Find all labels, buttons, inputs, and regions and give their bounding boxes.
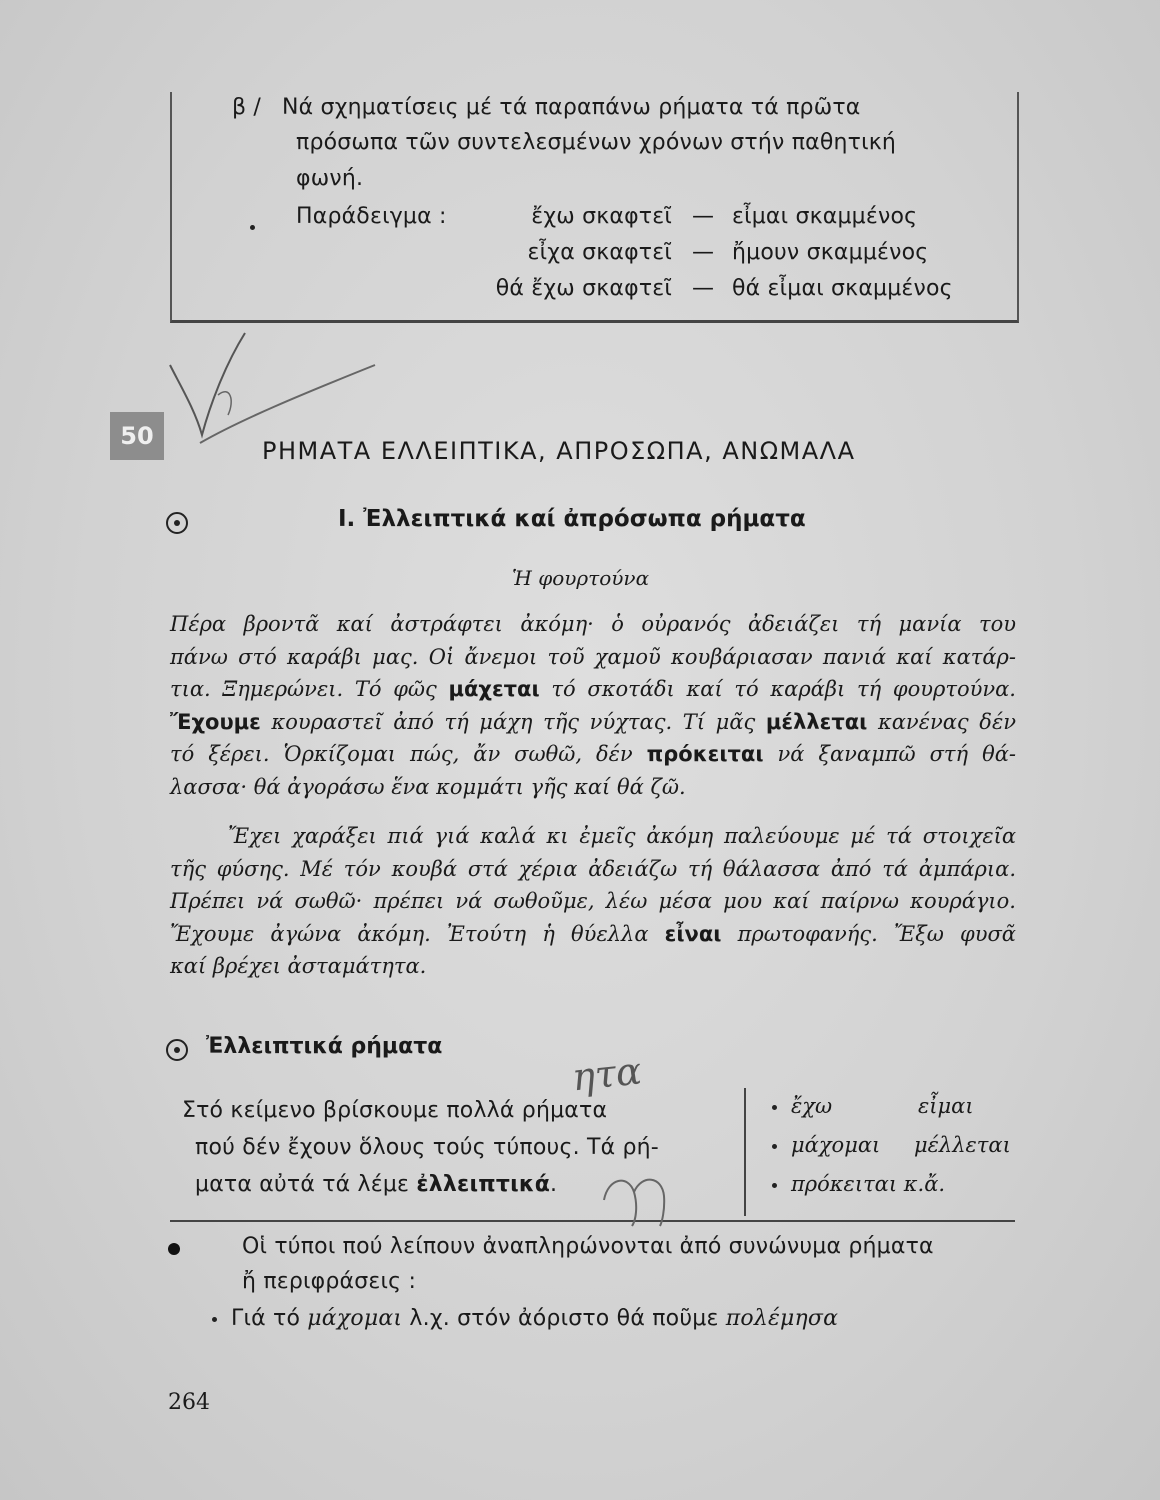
example-passive-1: εἶμαι σκαμμένος [732,204,918,229]
box-bottom-rule [170,1220,1015,1222]
column-divider [744,1088,746,1216]
example-dash-2: — [692,240,715,265]
elliptic-example-row: μάχομαι [772,1133,880,1157]
bullet-icon [168,1243,180,1255]
lesson-title: ΡΗΜΑΤΑ ΕΛΛΕΙΠΤΙΚΑ, ΑΠΡΟΣΩΠΑ, ΑΝΩΜΑΛΑ [262,437,856,465]
reading-line: πάνω στό καράβι μας. Οἱ ἄνεμοι τοῦ χαμοῦ κουβάριασαν πανιά καί κατάρ- [170,644,1016,669]
example-passive-3: θά εἶμαι σκαμμένος [732,276,953,301]
reading-line: Ἔχουμε ἀγώνα ἀκόμη. Ἐτούτη ἡ θύελλα εἶναι πρωτοφανής. Ἔξω φυσᾶ [170,921,1016,946]
reading-line: τῆς φύσης. Μέ τόν κουβά στά χέρια ἀδειάζω τή θάλασσα ἀπό τά ἀμπάρια. [170,856,1016,881]
exercise-line-1: Νά σχηματίσεις μέ τά παραπάνω ρήματα τά πρῶτα [282,95,861,120]
note-line-1: Οἱ τύποι πού λείπουν ἀναπληρώνονται ἀπό συνώνυμα ρήματα [242,1234,934,1259]
explanation-line: πού δέν ἔχουν ὅλους τούς τύπους. Τά ρή- [195,1135,659,1160]
example-label: Παράδειγμα : [296,204,447,229]
exercise-label: β / [232,95,262,120]
elliptic-example-b: μέλλεται [914,1133,1011,1157]
elliptic-example-b: εἶμαι [918,1094,974,1118]
elliptic-example-row: ἔχω [772,1094,832,1118]
section-target-icon [166,1039,188,1061]
reading-title: Ἡ φουρτούνα [512,566,650,590]
reading-line: Ἔχει χαράξει πιά γιά καλά κι ἐμεῖς ἀκόμη παλεύουμε μέ τά στοιχεῖα [228,824,1016,848]
exercise-line-3: φωνή. [296,166,364,191]
page-number: 264 [168,1390,210,1415]
reading-paragraph-1 [170,608,1016,804]
example-active-2: εἶχα σκαφτεῖ [527,240,672,265]
reading-paragraph-2 [170,820,1016,983]
reading-line: Ἔχουμε κουραστεῖ ἀπό τή μάχη τῆς νύχτας. Τί μᾶς μέλλεται κανένας δέν [170,709,1016,734]
reading-line: τό ξέρει. Ὁρκίζομαι πώς, ἄν σωθῶ, δέν πρόκειται νά ξαναμπῶ στή θά- [170,742,1016,767]
reading-line: Πέρα βροντᾶ καί ἀστράφτει ἀκόμη· ὁ οὐρανός ἀδειάζει τή μανία του [170,612,1016,636]
example-passive-2: ἤμουν σκαμμένος [732,240,929,265]
reading-line: καί βρέχει ἀσταμάτητα. [170,954,427,979]
handwritten-note: ητα [569,1048,644,1100]
subsection-heading: Ἐλλειπτικά ρήματα [206,1034,443,1059]
bullet-icon [250,217,269,236]
section-target-icon [166,512,188,534]
exercise-line-2: πρόσωπα τῶν συντελεσμένων χρόνων στήν παθητική [296,130,897,155]
reading-line: λασσα· θά ἀγοράσω ἕνα κομμάτι γῆς καί θά ζῶ. [170,774,686,799]
explanation-line: ματα αὐτά τά λέμε ἐλλειπτικά. [195,1172,558,1197]
lesson-number-badge: 50 [110,412,164,460]
example-active-3: θά ἔχω σκαφτεῖ [495,276,672,301]
handwritten-scribble-icon [598,1170,670,1230]
explanation-line: Στό κείμενο βρίσκουμε πολλά ρήματα [182,1098,608,1123]
elliptic-example-row: πρόκειται κ.ἄ. [772,1172,945,1196]
example-dash-3: — [692,276,715,301]
checkmark-scribble-icon [140,325,380,455]
example-active-1: ἔχω σκαφτεῖ [531,204,672,229]
example-dash-1: — [692,204,715,229]
note-example: Γιά τό μάχομαι λ.χ. στόν ἀόριστο θά ποῦμε πολέμησα [212,1306,838,1331]
reading-line: τια. Ξημερώνει. Τό φῶς μάχεται τό σκοτάδι καί τό καράβι τή φουρτούνα. [170,677,1016,702]
note-line-2: ἤ περιφράσεις : [242,1269,417,1294]
reading-line: Πρέπει νά σωθῶ· πρέπει νά σωθοῦμε, λέω μέσα μου καί παίρνω κουράγιο. [170,889,1016,914]
section-heading: Ι. Ἐλλειπτικά καί ἀπρόσωπα ρήματα [338,506,806,532]
